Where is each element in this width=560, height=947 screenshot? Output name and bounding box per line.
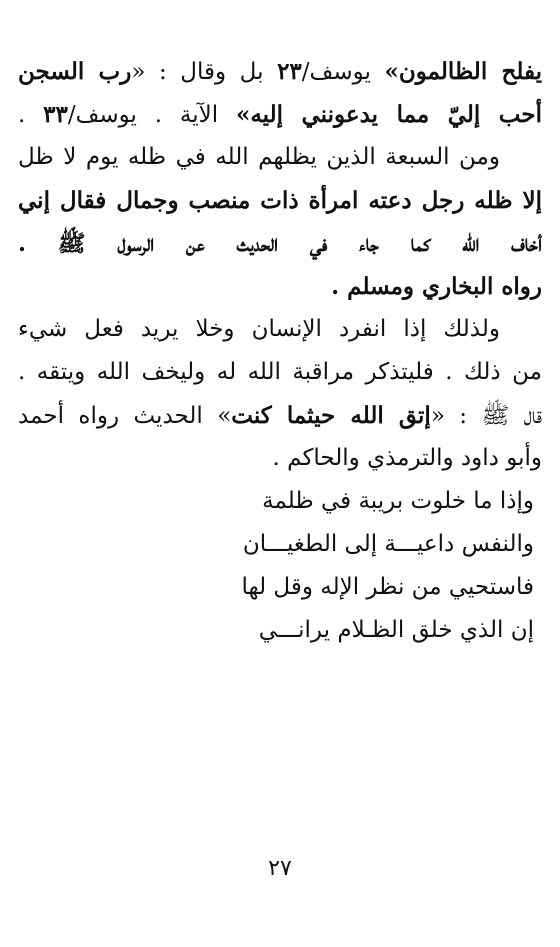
page-number: ٢٧ [268,856,292,881]
verse-number: ٣٣ [43,101,68,128]
body-text [18,50,542,652]
text-line-5: أخاف الله كما جاء في الحديث عن الرسول ﷺ . [18,230,542,257]
quote-bold: أحب إليّ مما يدعونني إليه» [235,101,542,128]
poem-line-1: وإذا ما خلوت بريبة في ظلمة [262,488,534,514]
text-line-9 [18,394,542,437]
text-line-1 [18,50,542,93]
text-line-8: من ذلك . فليتذكر مراقبة الله له وليخف الله ويتقه . [18,359,542,385]
reference-text: الآية . يوسف/ [67,102,236,128]
poem-line-3: فاستحيي من نظر الإله وقل لها [241,574,534,600]
text-line-4: إلا ظله رجل دعته امرأة ذات منصب وجمال فقال إني [18,187,542,214]
text-line-6: رواه البخاري ومسلم . [331,273,542,300]
quote-start-bold: رب السجن [18,58,132,85]
narration-text: » الحديث رواه أحمد [18,403,232,429]
said-text: قال ﷺ : « [430,403,542,429]
text-line-2 [18,93,542,136]
text-line-7: ولذلك إذا انفرد الإنسان وخلا يريد فعل شيء [18,316,500,342]
connector-text: بل وقال : « [131,59,278,85]
text-line-10: وأبو داود والترمذي والحاكم . [272,445,542,471]
poem-line-2: والنفس داعيـــة إلى الطغيـــان [242,531,534,557]
verse-number: ٢٣ [277,58,302,85]
end-punctuation: . [18,102,44,128]
hadith-quote-bold: إتق الله حيثما كنت [231,402,431,429]
text-line-3: ومن السبعة الذين يظلهم الله في ظله يوم لا ظل [18,144,500,170]
poem-line-4: إن الذي خلق الظـلام يرانـــي [258,617,534,643]
quote-end-bold: يفلح الظالمون» [384,58,542,85]
reference-text: يوسف/ [301,59,385,85]
